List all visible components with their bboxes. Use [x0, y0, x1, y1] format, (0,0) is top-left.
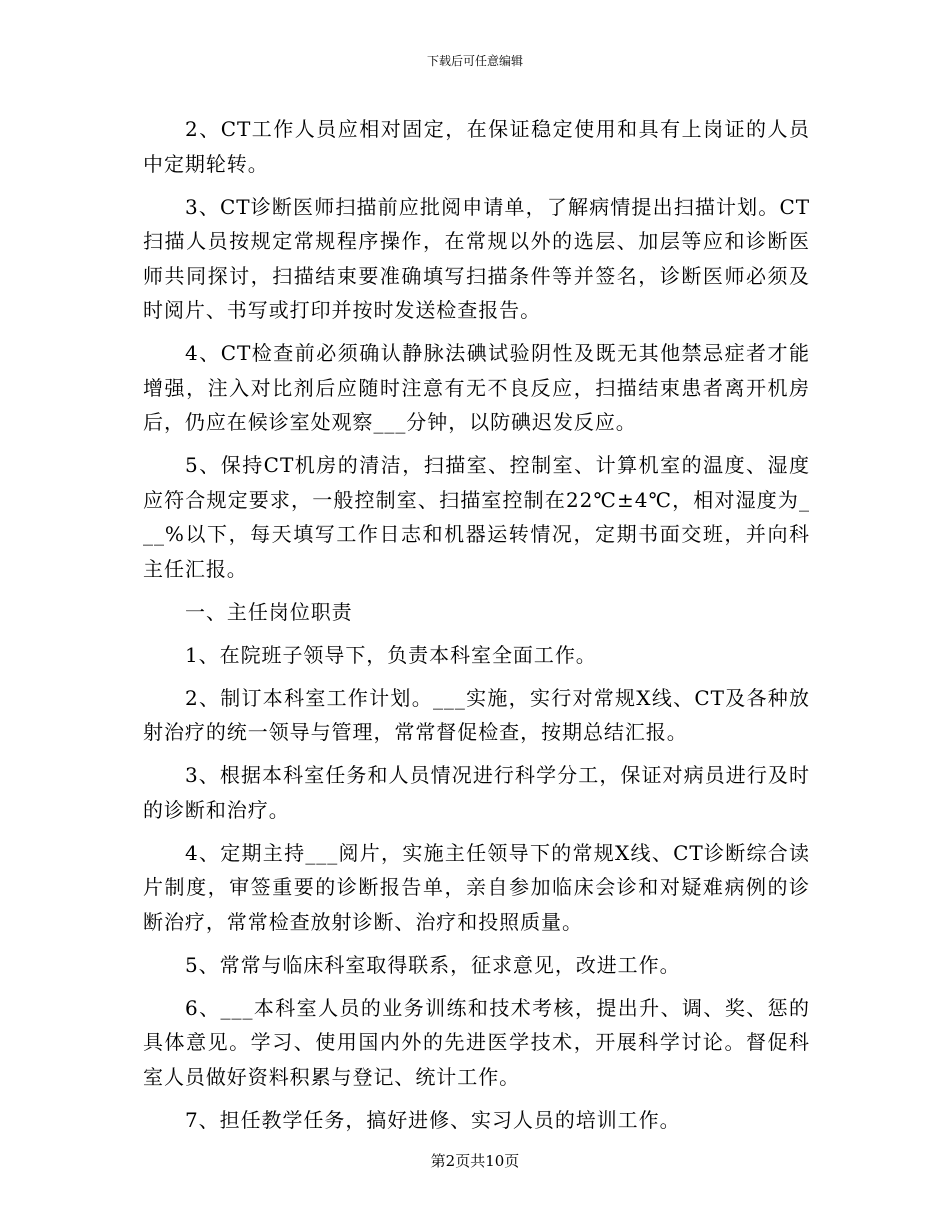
paragraph-director-6: 6、___本科室人员的业务训练和技术考核，提出升、调、奖、惩的具体意见。学习、使用国内外的先进医学技术，开展科学讨论。督促科室人员做好资料积累与登记、统计工作。 — [143, 995, 810, 1089]
paragraph-director-4: 4、定期主持___阅片，实施主任领导下的常规X线、CT诊断综合读片制度，审签重要的诊断报告单，亲自参加临床会诊和对疑难病例的诊断治疗，常常检查放射诊断、治疗和投照质量。 — [143, 840, 810, 934]
paragraph-ct-staff: 2、CT工作人员应相对固定，在保证稳定使用和具有上岗证的人员中定期轮转。 — [143, 117, 810, 176]
section-heading-director: 一、主任岗位职责 — [185, 599, 353, 624]
paragraph-director-3: 3、根据本科室任务和人员情况进行科学分工，保证对病员进行及时的诊断和治疗。 — [143, 763, 810, 822]
paragraph-ct-room: 5、保持CT机房的清洁，扫描室、控制室、计算机室的温度、湿度应符合规定要求，一般控制室、扫描室控制在22℃±4℃，相对湿度为___%以下，每天填写工作日志和机器运转情况，定期书面交班，并向科主任汇报。 — [143, 453, 810, 581]
paragraph-ct-contrast: 4、CT检查前必须确认静脉法碘试验阴性及既无其他禁忌症者才能增强，注入对比剂后应随时注意有无不良反应，扫描结束患者离开机房后，仍应在候诊室处观察___分钟，以防碘迟发反应。 — [143, 341, 810, 434]
paragraph-director-7: 7、担任教学任务，搞好进修、实习人员的培训工作。 — [185, 1107, 681, 1132]
paragraph-ct-diagnosis: 3、CT诊断医师扫描前应批阅申请单，了解病情提出扫描计划。CT扫描人员按规定常规程序操作，在常规以外的选层、加层等应和诊断医师共同探讨，扫描结束要准确填写扫描条件等并签名，诊断医师必须及时阅片、书写或打印并按时发送检查报告。 — [143, 194, 810, 322]
paragraph-director-2: 2、制订本科室工作计划。___实施，实行对常规X线、CT及各种放射治疗的统一领导与管理，常常督促检查，按期总结汇报。 — [143, 685, 810, 744]
paragraph-director-1: 1、在院班子领导下，负责本科室全面工作。 — [185, 642, 597, 667]
document-body — [143, 112, 810, 1146]
page-footer: 第2页共10页 — [430, 1152, 520, 1170]
page-header: 下载后可任意编辑 — [426, 54, 523, 68]
paragraph-director-5: 5、常常与临床科室取得联系，征求意见，改进工作。 — [185, 952, 681, 977]
